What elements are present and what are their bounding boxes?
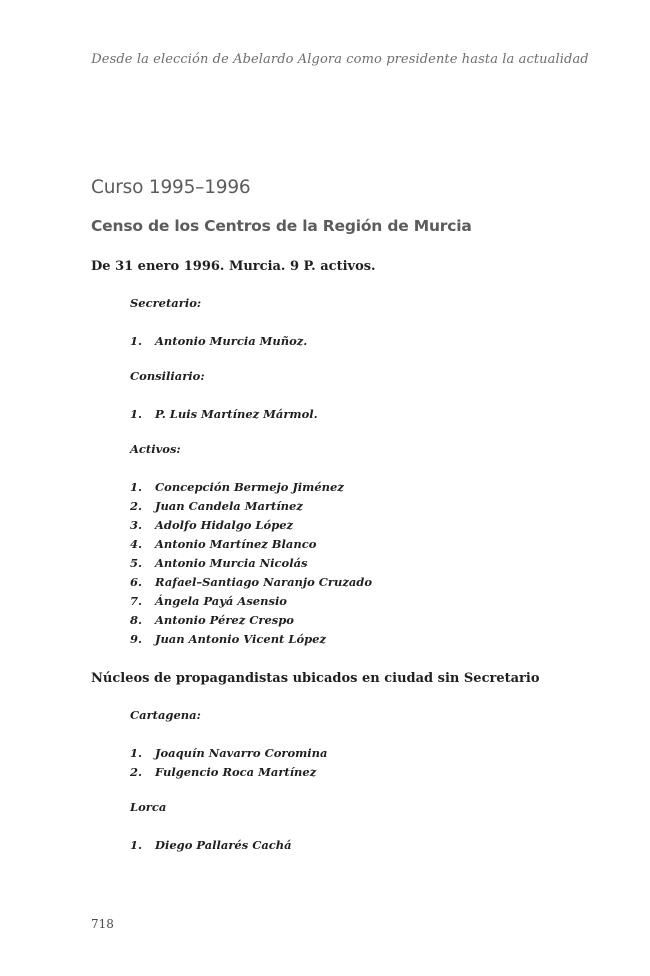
person-name: Rafael–Santiago Naranjo Cruzado: [155, 575, 373, 589]
list-item: [130, 763, 591, 782]
lorca-list: [130, 836, 591, 855]
list-item: [130, 573, 591, 592]
person-name: Antonio Murcia Nicolás: [155, 556, 308, 570]
list-item: [130, 554, 591, 573]
consiliario-list: [130, 405, 591, 424]
activos-group: [130, 440, 591, 649]
list-item: [130, 611, 591, 630]
person-name: Ángela Payá Asensio: [155, 594, 287, 608]
list-number: 6.: [130, 575, 143, 589]
cartagena-group: [130, 706, 591, 782]
list-number: 9.: [130, 632, 143, 646]
activos-list: [130, 478, 591, 649]
group-label: Secretario:: [130, 296, 202, 310]
group-label: Lorca: [130, 800, 167, 814]
group-label: Consiliario:: [130, 369, 205, 383]
list-item: [130, 535, 591, 554]
list-item: [130, 836, 591, 855]
list-item: [130, 516, 591, 535]
list-number: 4.: [130, 537, 143, 551]
person-name: Fulgencio Roca Martínez: [155, 765, 317, 779]
date-line: De 31 enero 1996. Murcia. 9 P. activos.: [91, 259, 376, 274]
person-name: Juan Antonio Vicent López: [155, 632, 327, 646]
list-item: [130, 332, 591, 351]
person-name: Concepción Bermejo Jiménez: [155, 480, 344, 494]
list-number: 1.: [130, 480, 143, 494]
list-number: 1.: [130, 838, 143, 852]
person-name: Antonio Pérez Crespo: [155, 613, 294, 627]
list-number: 2.: [130, 499, 143, 513]
secretario-group: [130, 294, 591, 351]
person-name: Antonio Martínez Blanco: [155, 537, 317, 551]
list-item: [130, 497, 591, 516]
list-number: 8.: [130, 613, 143, 627]
list-number: 1.: [130, 407, 143, 421]
census-title: Censo de los Centros de la Región de Murcia: [91, 217, 472, 235]
lorca-group: [130, 798, 591, 855]
running-header: Desde la elección de Abelardo Algora como presidente hasta la actualidad: [91, 52, 589, 67]
person-name: Diego Pallarés Cachá: [155, 838, 292, 852]
course-title: Curso 1995–1996: [91, 177, 251, 198]
list-number: 1.: [130, 334, 143, 348]
group-label: Cartagena:: [130, 708, 201, 722]
page-number: 718: [91, 917, 114, 931]
group-label: Activos:: [130, 442, 181, 456]
nucleos-heading: Núcleos de propagandistas ubicados en ciudad sin Secretario: [91, 671, 540, 686]
cartagena-list: [130, 744, 591, 782]
list-item: [130, 592, 591, 611]
list-item: [130, 478, 591, 497]
list-number: 1.: [130, 746, 143, 760]
secretario-list: [130, 332, 591, 351]
person-name: P. Luis Martínez Mármol.: [155, 407, 318, 421]
person-name: Joaquín Navarro Coromina: [155, 746, 328, 760]
list-number: 7.: [130, 594, 143, 608]
list-number: 2.: [130, 765, 143, 779]
consiliario-group: [130, 367, 591, 424]
page-content: [91, 174, 591, 855]
person-name: Juan Candela Martínez: [155, 499, 303, 513]
list-item: [130, 744, 591, 763]
list-number: 3.: [130, 518, 143, 532]
list-item: [130, 405, 591, 424]
list-item: [130, 630, 591, 649]
list-number: 5.: [130, 556, 143, 570]
person-name: Antonio Murcia Muñoz.: [155, 334, 308, 348]
person-name: Adolfo Hidalgo López: [155, 518, 294, 532]
